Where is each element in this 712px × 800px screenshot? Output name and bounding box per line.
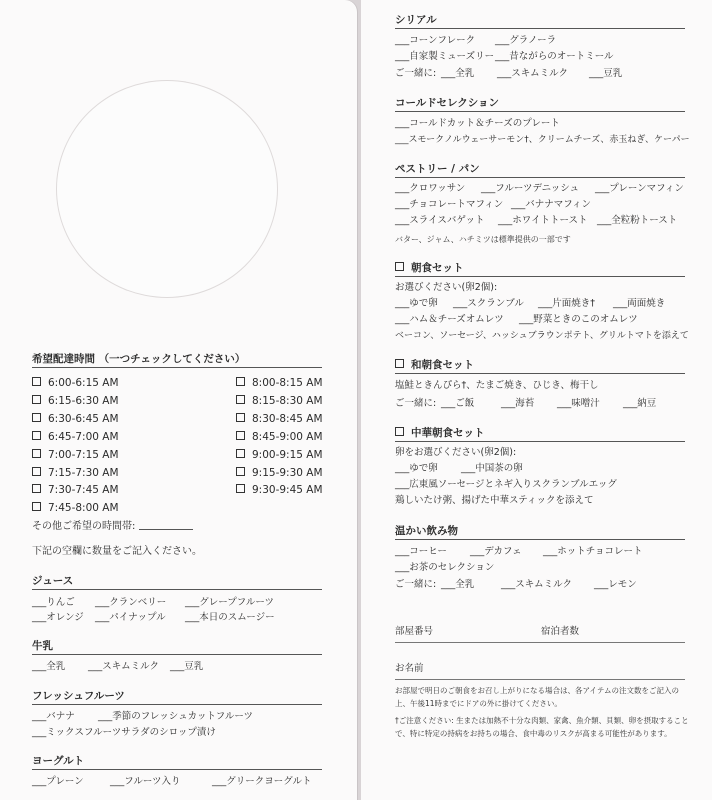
pastry-option[interactable]: ___ホワイトトースト <box>498 215 588 226</box>
hot-drinks-with-option[interactable]: ___スキムミルク <box>501 579 572 590</box>
delivery-time-option[interactable] <box>32 395 119 408</box>
egg-option[interactable]: ___片面焼き† <box>538 298 596 309</box>
delivery-time-option[interactable] <box>236 413 323 426</box>
japanese-set-title: 和朝食セット <box>395 359 474 372</box>
chinese-egg-option[interactable]: ___中国茶の卵 <box>461 463 523 474</box>
divider <box>395 276 685 277</box>
time-label: 9:30-9:45 AM <box>252 484 323 497</box>
room-number-label: 部屋番号 <box>395 626 434 637</box>
time-label: 7:30-7:45 AM <box>48 484 119 497</box>
time-label: 6:30-6:45 AM <box>48 412 119 425</box>
juice-title: ジュース <box>32 575 74 587</box>
milk-option[interactable]: ___豆乳 <box>170 661 204 672</box>
juice-option[interactable]: ___クランベリー <box>95 597 167 608</box>
egg-option[interactable]: ___野菜ときのこのオムレツ <box>519 314 638 325</box>
time-label: 9:00-9:15 AM <box>252 448 323 461</box>
milk-option[interactable]: ___スキムミルク <box>88 661 159 672</box>
door-hanger-hole <box>56 80 278 298</box>
milk-option[interactable]: ___全乳 <box>32 661 66 672</box>
cold-option[interactable]: ___コールドカット＆チーズのプレート <box>395 118 560 129</box>
time-label: 6:00-6:15 AM <box>48 377 119 389</box>
chinese-set-choose: 卵をお選びください(卵2個): <box>395 447 517 458</box>
chinese-set-note: 鶏しいたけ粥、揚げた中華スティックを添えて <box>395 495 594 506</box>
delivery-time-option[interactable] <box>32 467 119 480</box>
fruit-title: フレッシュフルーツ <box>32 690 125 702</box>
name-label: お名前 <box>395 663 424 674</box>
juice-option[interactable]: ___りんご <box>32 597 75 608</box>
japanese-with-option[interactable]: ___納豆 <box>623 398 657 409</box>
chinese-egg-option[interactable]: ___ゆで卵 <box>395 463 438 474</box>
chinese-set-checkbox[interactable] <box>395 427 404 436</box>
time-checkbox[interactable] <box>236 431 245 440</box>
pastry-option[interactable]: ___スライスバゲット <box>395 215 485 226</box>
delivery-time-option[interactable] <box>32 484 119 497</box>
hot-drinks-with-option[interactable]: ___全乳 <box>441 579 475 590</box>
time-label: 7:45-8:00 AM <box>48 502 119 515</box>
pastry-option[interactable]: ___全粒粉トースト <box>597 215 678 226</box>
other-time-field[interactable] <box>139 520 193 530</box>
juice-option[interactable]: ___パイナップル <box>95 612 166 623</box>
yogurt-option[interactable]: ___グリークヨーグルト <box>212 776 312 787</box>
breakfast-set-title: 朝食セット <box>395 262 464 275</box>
time-checkbox[interactable] <box>32 502 41 511</box>
order-instructions: お部屋で明日のご朝食をお召し上がりになる場合は、各アイテムの注文数をご記入の上、午後11時までにドアの外に掛けてください。 <box>395 686 679 708</box>
chinese-egg-option[interactable]: ___広東風ソーセージとネギ入りスクランブルエッグ <box>395 479 617 490</box>
pastry-option[interactable]: ___バナナマフィン <box>511 199 591 210</box>
pastry-option[interactable]: ___フルーツデニッシュ <box>481 183 580 194</box>
time-label: 7:00-7:15 AM <box>48 448 119 461</box>
breakfast-set-note: ベーコン、ソーセージ、ハッシュブラウンポテト、グリルトマトを添えて <box>395 331 689 341</box>
egg-option[interactable]: ___両面焼き <box>613 298 666 309</box>
milk-title: 牛乳 <box>32 640 53 652</box>
chinese-set-title: 中華朝食セット <box>395 427 485 440</box>
cereal-title: シリアル <box>395 14 437 26</box>
delivery-time-option[interactable] <box>236 395 323 408</box>
time-checkbox[interactable] <box>236 484 245 493</box>
divider <box>395 28 685 29</box>
yogurt-option[interactable]: ___プレーン <box>32 776 84 787</box>
pastry-option[interactable]: ___チョコレートマフィン <box>395 199 504 210</box>
time-checkbox[interactable] <box>32 467 41 476</box>
breakfast-set-checkbox[interactable] <box>395 262 404 271</box>
right-panel <box>361 0 712 800</box>
delivery-time-option[interactable] <box>32 413 119 426</box>
time-label: 6:15-6:30 AM <box>48 394 119 407</box>
juice-option[interactable]: ___オレンジ <box>32 612 84 623</box>
time-checkbox[interactable] <box>236 395 245 404</box>
juice-option[interactable]: ___グレープフルーツ <box>185 597 275 608</box>
delivery-time-option[interactable] <box>32 431 119 444</box>
pastry-note: バター、ジャム、ハチミツは標準提供の一部です <box>395 235 571 244</box>
japanese-with-option[interactable]: ___ご飯 <box>441 398 475 409</box>
time-label: 6:45-7:00 AM <box>48 430 119 443</box>
room-guests-field[interactable] <box>395 641 685 643</box>
time-checkbox[interactable] <box>236 449 245 458</box>
name-field[interactable] <box>395 678 685 680</box>
delivery-time-title: 希望配達時間 （一つチェックしてください） <box>32 353 246 365</box>
divider <box>32 367 322 368</box>
japanese-set-desc: 塩鮭ときんぴら†、たまご焼き、ひじき、梅干し <box>395 380 599 391</box>
pastry-option[interactable]: ___プレーンマフィン <box>595 183 684 194</box>
hot-drink-option[interactable]: ___デカフェ <box>470 546 522 557</box>
yogurt-title: ヨーグルト <box>32 755 85 767</box>
hot-drink-option[interactable]: ___コーヒー <box>395 546 447 557</box>
fruit-option[interactable]: ___ミックスフルーツサラダのシロップ漬け <box>32 727 216 738</box>
delivery-time-option[interactable] <box>236 431 323 444</box>
time-checkbox[interactable] <box>32 395 41 404</box>
delivery-time-option[interactable] <box>236 377 323 390</box>
divider <box>395 373 685 374</box>
cereal-with-option[interactable]: ___全乳 <box>441 68 475 79</box>
japanese-with-label: ご一緒に: <box>395 398 437 409</box>
time-checkbox[interactable] <box>236 413 245 422</box>
divider <box>32 704 322 705</box>
cereal-option[interactable]: ___昔ながらのオートミール <box>495 51 614 62</box>
guests-label: 宿泊者数 <box>541 626 580 637</box>
hot-drink-option[interactable]: ___お茶のセレクション <box>395 562 495 573</box>
delivery-time-option[interactable] <box>236 484 323 497</box>
divider <box>395 441 685 442</box>
time-label: 8:15-8:30 AM <box>252 394 323 407</box>
delivery-time-option[interactable] <box>32 377 119 390</box>
time-checkbox[interactable] <box>32 484 41 493</box>
japanese-with-option[interactable]: ___海苔 <box>501 398 535 409</box>
time-checkbox[interactable] <box>236 377 245 386</box>
divider <box>32 654 322 655</box>
delivery-time-option[interactable] <box>236 467 323 480</box>
time-label: 8:30-8:45 AM <box>252 412 323 425</box>
divider <box>395 539 685 540</box>
cereal-option[interactable]: ___コーンフレーク <box>395 35 476 46</box>
fruit-option[interactable]: ___季節のフレッシュカットフルーツ <box>98 711 253 722</box>
health-caution: †ご注意ください: 生または加熱不十分な肉類、家禽、魚介類、貝類、卵を摂取すること で、特に特定の持病をお持ちの場合、食中毒のリスクが高まる可能性があります。 <box>395 716 689 738</box>
japanese-set-checkbox[interactable] <box>395 359 404 368</box>
hot-drinks-with-label: ご一緒に: <box>395 579 437 590</box>
breakfast-set-choose: お選びください(卵2個): <box>395 282 498 293</box>
divider <box>395 111 685 112</box>
juice-option[interactable]: ___本日のスムージー <box>185 612 275 623</box>
quantity-instruction: 下記の空欄に数量をご記入ください。 <box>32 546 202 557</box>
delivery-time-option[interactable] <box>236 449 323 462</box>
egg-option[interactable]: ___ハム＆チーズオムレツ <box>395 314 504 325</box>
time-checkbox[interactable] <box>32 431 41 440</box>
delivery-time-option[interactable] <box>32 449 119 462</box>
egg-option[interactable]: ___ゆで卵 <box>395 298 438 309</box>
time-checkbox[interactable] <box>236 467 245 476</box>
fruit-option[interactable]: ___バナナ <box>32 711 75 722</box>
hot-drink-option[interactable]: ___ホットチョコレート <box>543 546 643 557</box>
divider <box>395 177 685 178</box>
hot-drinks-title: 温かい飲み物 <box>395 525 458 537</box>
delivery-time-option[interactable] <box>32 502 119 515</box>
cereal-option[interactable]: ___グラノーラ <box>495 35 557 46</box>
time-checkbox[interactable] <box>32 377 41 386</box>
hot-drinks-with-option[interactable]: ___レモン <box>594 579 637 590</box>
time-label: 9:15-9:30 AM <box>252 466 323 479</box>
divider <box>32 589 322 590</box>
other-time-row <box>32 520 193 533</box>
time-checkbox[interactable] <box>32 413 41 422</box>
japanese-with-option[interactable]: ___味噌汁 <box>557 398 600 409</box>
time-checkbox[interactable] <box>32 449 41 458</box>
other-time-label: その他ご希望の時間帯: <box>32 521 136 532</box>
cereal-with-label: ご一緒に: <box>395 68 437 79</box>
yogurt-option[interactable]: ___フルーツ入り <box>110 776 181 787</box>
cereal-with-option[interactable]: ___スキムミルク <box>497 68 568 79</box>
pastry-option[interactable]: ___クロワッサン <box>395 183 466 194</box>
divider <box>32 769 322 770</box>
cereal-with-option[interactable]: ___豆乳 <box>589 68 623 79</box>
pastry-title: ペストリー / パン <box>395 163 480 175</box>
cereal-option[interactable]: ___自家製ミューズリー <box>395 51 495 62</box>
time-label: 8:45-9:00 AM <box>252 430 323 443</box>
cold-option[interactable]: ___スモークノルウェーサーモン†、クリームチーズ、赤玉ねぎ、ケーパー <box>395 135 690 145</box>
cold-selection-title: コールドセレクション <box>395 97 500 109</box>
time-label: 7:15-7:30 AM <box>48 466 119 479</box>
time-label: 8:00-8:15 AM <box>252 377 323 389</box>
egg-option[interactable]: ___スクランブル <box>453 298 524 309</box>
